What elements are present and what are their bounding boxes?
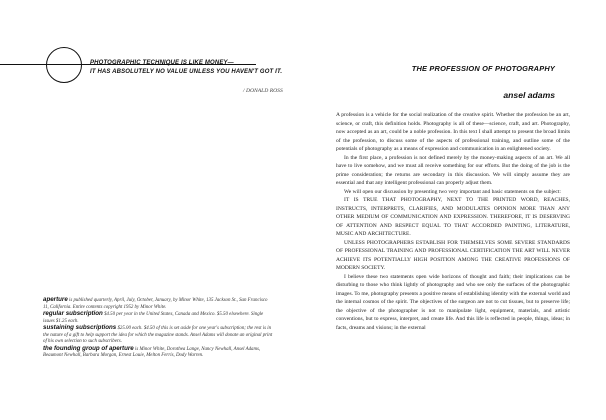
body-paragraph: A profession is a vehicle for the social realization of the creative spirit. Whether the profession be an art, science, or craft, this definition holds. Photography is all of these—science, craft, and art. Photography, now accepted as an art, could be a noble profession. In this text I shall attempt to present the broad limits of the profession, to discuss some of the aspects of professional training, and outline some of the potentials of photography as a means of expression and communication in an enlightened society. <box>336 112 570 152</box>
article-title: THE PROFESSION OF PHOTOGRAPHY <box>411 64 555 73</box>
epigraph-line-1: PHOTOGRAPHIC TECHNIQUE IS LIKE MONEY— <box>90 60 234 66</box>
colophon-founding-label: the founding group of aperture <box>43 344 134 352</box>
colophon-sustaining <box>43 325 273 346</box>
article-body <box>336 111 570 332</box>
epigraph-line-2: IT HAS ABSOLUTELY NO VALUE UNLESS YOU HAVEN'T GOT IT. <box>90 68 283 75</box>
colophon-aperture-label: aperture <box>43 296 68 303</box>
body-paragraph: I believe these two statements open wide horizons of thought and faith; their implications can be disturbing to those who think lightly of photography and who see only the surfaces of the photographic images. To me, photography presents a positive means of establishing identity with the external world and the internal cosmos of the spirit. The objectives of the surgeon are not to cut tissues, but to preserve life; the objective of the photographer is not to manipulate light, equipment, materials, and artistic conventions, but to express, interpret, and create life. And this life is reflected in people, things, ideas; in facts, dreams and visions; in the external <box>336 273 570 331</box>
colophon-aperture <box>43 297 273 311</box>
colophon-founding <box>43 346 273 360</box>
colophon-regular <box>43 311 273 325</box>
colophon-sustaining-text: $25.00 each. $4.50 of this is set aside for one year's subscription; the rest is in the nature of a gift to help support the idea for which the magazine stands. Ansel Adams will donate an original print of his own selection to such subscribers. <box>43 326 273 344</box>
colophon-aperture-text: is published quarterly, April, July, October, January, by Minor White, 135 Jackson St., San Francisco 11, California. Entire contents copyright 1952 by Minor White. <box>43 298 268 310</box>
circle-ornament <box>46 47 82 83</box>
body-paragraph: We will open our discussion by presenting two very important and basic statements on the subject: <box>344 188 561 195</box>
article-author: ansel adams <box>503 90 555 100</box>
body-statement: UNLESS PHOTOGRAPHERS ESTABLISH FOR THEMSELVES SOME SEVERE STANDARDS OF PROFESSIONAL TRAINING AND PROFESSIONAL CERTIFICATION THE ART WILL NEVER ACHIEVE ITS POTENTIALLY HIGH POSITION AMONG THE CREATIVE PROFESSIONS OF MODERN SOCIETY. <box>336 239 570 271</box>
body-statement: IT IS TRUE THAT PHOTOGRAPHY, NEXT TO THE PRINTED WORD, REACHES, INSTRUCTS, INTERPRETS, CLARIFIES, AND MODULATES OPINION MORE THAN ANY OTHER MEDIUM OF COMMUNICATION AND EXPRESSION. THEREFORE, IT IS DESERVING OF ATTENTION AND RESPECT EQUAL TO THAT ACCORDED PAINTING, LITERATURE, MUSIC AND ARCHITECTURE. <box>336 197 570 237</box>
colophon-regular-text: $4.50 per year in the United States, Canada and Mexico. $5.50 elsewhere. Single issues $1.25 each. <box>43 312 264 324</box>
colophon-sustaining-label: sustaining subscriptions <box>43 324 117 331</box>
epigraph-attribution: / DONALD ROSS <box>243 88 283 94</box>
colophon-regular-label: regular subscription <box>43 310 103 317</box>
colophon <box>43 297 273 360</box>
epigraph <box>90 59 283 76</box>
body-paragraph: In the first place, a profession is not defined merely by the money-making aspects of an art. We all have to live somehow, and we must all receive something for our efforts. But the doing of the job is the prime consideration; the returns are secondary in this discussion. We will simply assume they are essential and that any intelligent professional can properly adjust them. <box>336 154 570 186</box>
colophon-founding-text: is Minor White, Dorothea Lange, Nancy Newhall, Ansel Adams, Beaumont Newhall, Barbara Morgan, Ernest Louie, Melton Ferris, Dody Warren. <box>43 346 261 358</box>
